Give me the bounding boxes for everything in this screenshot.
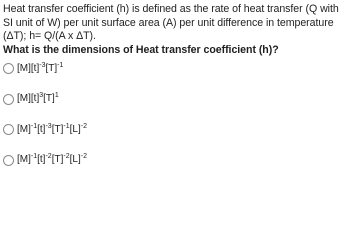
- option-2-label: $[M][t]^3[T]^1$: [17, 92, 59, 104]
- option-1[interactable]: [3, 61, 303, 76]
- radio-button-2[interactable]: [3, 94, 14, 105]
- option-4[interactable]: [3, 153, 303, 168]
- option-3-label: $[M]^{-1}[t]^{-3}[T]^{-1}[L]^{-2}$: [17, 122, 87, 135]
- question-text: [3, 3, 347, 57]
- option-1-label: $[M][t]^{-3}[T]^{-1}$: [17, 61, 64, 74]
- radio-button-1[interactable]: [3, 63, 14, 74]
- answer-options: [3, 61, 303, 183]
- radio-button-4[interactable]: [3, 155, 14, 166]
- radio-button-3[interactable]: [3, 124, 14, 135]
- question-prompt: What is the dimensions of Heat transfer coefficient (h)?: [3, 43, 279, 56]
- question-definition: Heat transfer coefficient (h) is defined as the rate of heat transfer (Q with SI unit of W) per unit surface area (A) per unit difference in temperature (ΔT); h= Q/(A x ΔT).: [3, 3, 339, 42]
- option-4-label: $[M]^{-1}[t]^{-2}[T]^{-2}[L]^{-2}$: [17, 153, 87, 165]
- option-3[interactable]: [3, 122, 303, 137]
- option-2[interactable]: [3, 92, 303, 107]
